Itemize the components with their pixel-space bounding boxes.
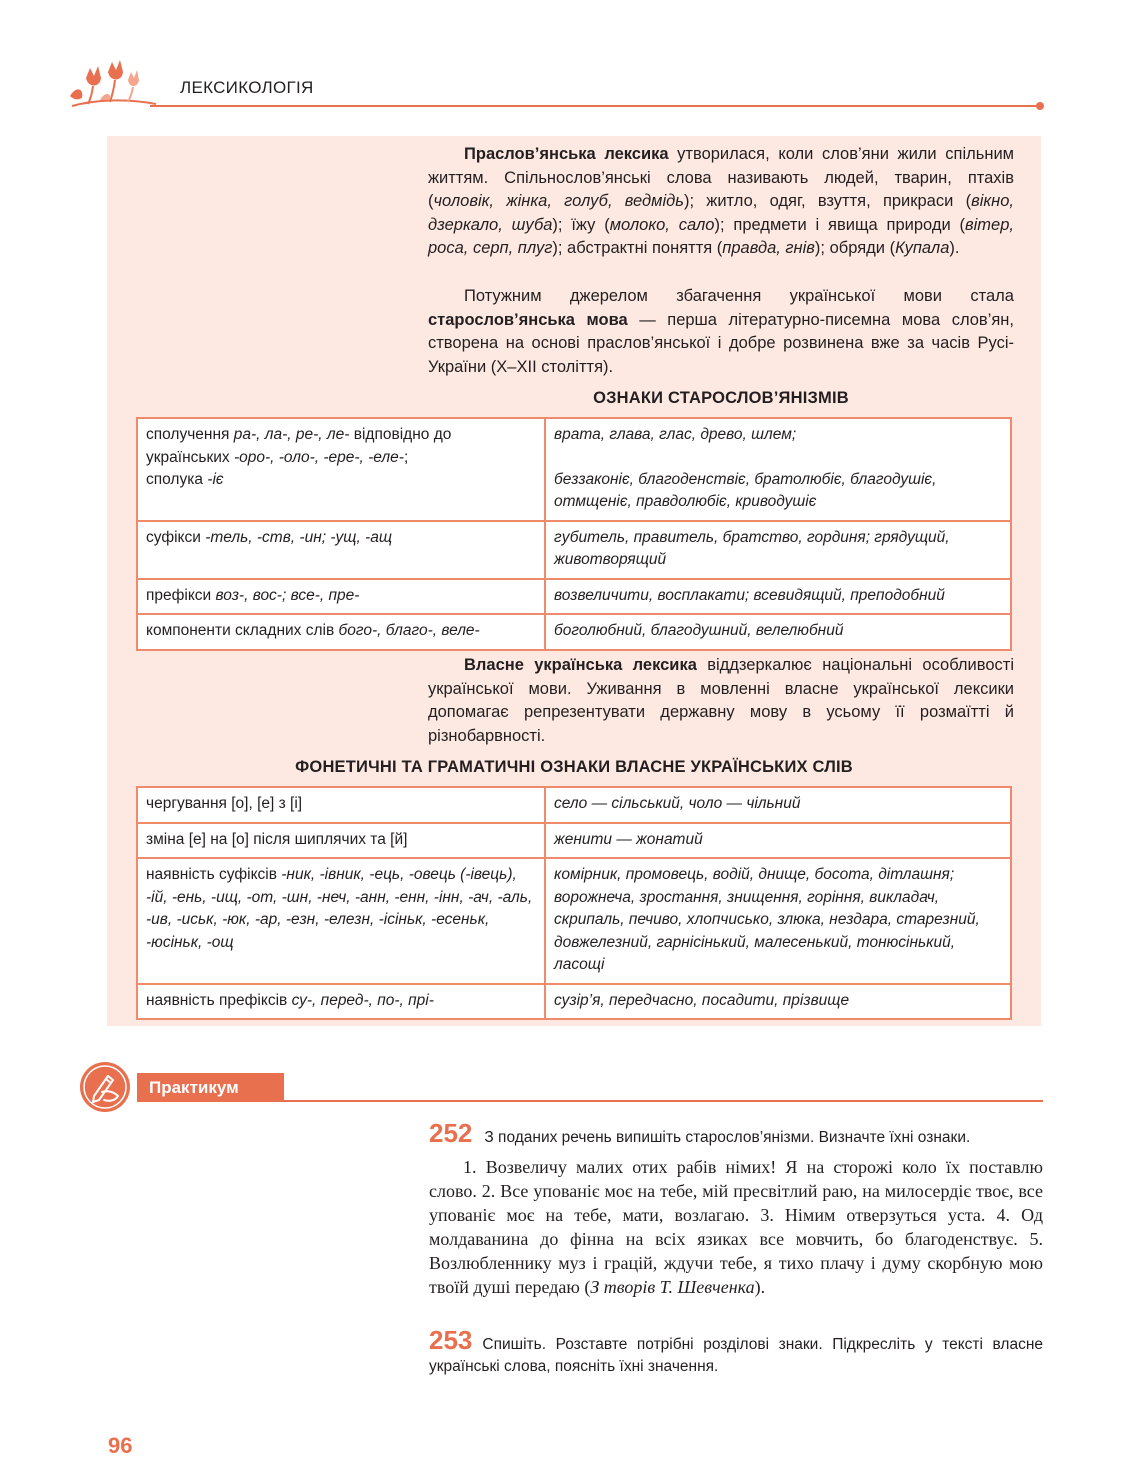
table-row	[137, 823, 1011, 859]
practicum-divider	[137, 1100, 1043, 1102]
table-cell-feature: чергування [о], [е] з [і]	[137, 787, 545, 823]
table-cell-feature: компоненти складних слів бого-, благо-, веле-	[137, 614, 545, 650]
exercise-text: 1. Возвеличу малих отих рабів німих! Я на сторожі коло їх поставлю слово. 2. Все упованіє моє на тебе, мій пресвітлий раю, на милосердіє твоє, все упованіє моє на тебе, мати, возлагаю. 3. Німим отверзуться уста. 4. Од молдаванина до фінна на всіх язиках все мовчить, бо благоденствує. 5. Возлюбленнику муз і грацій, ждучи тебе, я тихо плачу і думу скорбную мою твоїй душі передаю (З творів Т. Шевченка).	[429, 1157, 1043, 1297]
page-number: 96	[108, 1433, 133, 1458]
table-cell-feature: префікси воз-, вос-; все-, пре-	[137, 579, 545, 615]
exercise-task: З поданих речень випишіть старослов’янізми. Визначте їхні ознаки.	[484, 1129, 971, 1146]
old-slavonic-features-table	[136, 417, 1012, 651]
table-cell-examples: комірник, промовець, водій, днище, босота, дітлашня; ворожнеча, зростання, знищення, горіння, викладач, скрипаль, печиво, хлопчисько, злюка, нездара, старезний, довжелезний, гарнісінький, малесенький, тонюсінький, ласощі	[545, 858, 1011, 984]
table-cell-examples: женити — жонатий	[545, 823, 1011, 859]
table-cell-examples: сузір’я, передчасно, посадити, прізвище	[545, 984, 1011, 1020]
exercise-task: 253 Спишіть. Розставте потрібні розділові знаки. Підкресліть у тексті власне українські слова, поясніть їхні значення.	[429, 1325, 1043, 1375]
table2-title: ФОНЕТИЧНІ ТА ГРАМАТИЧНІ ОЗНАКИ ВЛАСНЕ УКРАЇНСЬКИХ СЛІВ	[295, 758, 853, 776]
paragraph-old-slavonic: Потужним джерелом збагачення української мови стала старослов’янська мова — перша літературно-писемна мова слов’ян, створена на основі праслов’янської і добре розвинена вже за часів Русі-України (X–XII століття).	[428, 287, 1014, 376]
section-title: ЛЕКСИКОЛОГІЯ	[180, 78, 314, 97]
table-row	[137, 579, 1011, 615]
pencil-hand-icon	[78, 1060, 132, 1114]
table-cell-examples: боголюбний, благодушний, велелюбний	[545, 614, 1011, 650]
flower-ornament-icon	[64, 56, 160, 116]
paragraph-proto-slavic: Праслов’янська лексика утворилася, коли слов’яни жили спільним життям. Спільнослов’янські слова називають людей, тварин, птахів (чоловік, жінка, голуб, ведмідь); житло, одяг, взуття, прикраси (вікно, дзеркало, шуба); їжу (молоко, сало); предмети і явища природи (вітер, роса, серп, плуг); абстрактні поняття (правда, гнів); обряди (Купала).	[428, 145, 1015, 257]
table-cell-feature: суфікси -тель, -ств, -ин; -ущ, -ащ	[137, 521, 545, 579]
table-cell-examples: губитель, правитель, братство, гординя; грядущий, животворящий	[545, 521, 1011, 579]
table-cell-feature: сполучення ра-, ла-, ре-, ле- відповідно до українських -оро-, -оло-, -ере-, -еле-; сполука -іє	[137, 418, 545, 521]
ukrainian-features-table	[136, 786, 1012, 1020]
table-row	[137, 984, 1011, 1020]
table-cell-examples: село — сільський, чоло — чільний	[545, 787, 1011, 823]
header-divider	[150, 105, 1038, 107]
table-cell-examples: врата, глава, глас, древо, шлем; беззаконіє, благоденствіє, братолюбіє, благодушіє, отмщеніє, правдолюбіє, криводушіє	[545, 418, 1011, 521]
exercise-number: 252	[429, 1118, 473, 1148]
table-row	[137, 521, 1011, 579]
practicum-label: Практикум	[137, 1073, 284, 1102]
table-row	[137, 787, 1011, 823]
table-cell-feature: наявність суфіксів -ник, -івник, -ець, -овець (-івець), -ій, -ень, -ищ, -от, -шн, -неч, -анн, -енн, -інн, -ач, -аль, -ив, -иськ, -юк, -ар, -езн, -елезн, -ісіньк, -есеньк, -юсіньк, -ощ	[137, 858, 545, 984]
exercise-252	[429, 1118, 1043, 1299]
exercise-number: 253	[429, 1325, 473, 1355]
table-row	[137, 858, 1011, 984]
table-row	[137, 418, 1011, 521]
table-cell-feature: наявність префіксів су-, перед-, по-, прі-	[137, 984, 545, 1020]
header-divider-dot	[1036, 102, 1044, 110]
paragraph-native-ukrainian: Власне українська лексика віддзеркалює національні особливості української мови. Уживання в мовленні власне української лексики допомагає репрезентувати державну мову в усьому її розмаїтті й різнобарвності.	[428, 656, 1014, 745]
table-cell-examples: возвеличити, восплакати; всевидящий, преподобний	[545, 579, 1011, 615]
table-cell-feature: зміна [е] на [о] після шиплячих та [й]	[137, 823, 545, 859]
exercise-253	[429, 1325, 1043, 1378]
table1-title: ОЗНАКИ СТАРОСЛОВ’ЯНІЗМІВ	[593, 389, 849, 407]
table-row	[137, 614, 1011, 650]
